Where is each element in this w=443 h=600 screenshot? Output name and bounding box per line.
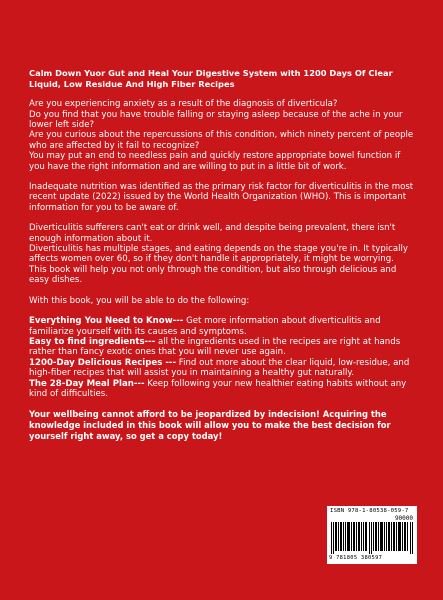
- ean-digits: 9 781805 380597: [329, 555, 383, 561]
- middle-paragraph-3: This book will help you not only through the condition, but also through delicious and easy dishes.: [29, 264, 397, 286]
- spacer: [29, 286, 414, 296]
- feature-text: Keep following your new healthier eating habits without any kind of difficulties.: [29, 378, 407, 399]
- spacer: [29, 213, 414, 223]
- features-intro: With this book, you will be able to do the following:: [29, 295, 250, 306]
- feature-item: [29, 316, 414, 337]
- intro-statement: You may put an end to needless pain and quickly restore appropriate bowel function if you have the right information and are willing to put in a little bit of work.: [29, 151, 401, 172]
- blurb: [29, 68, 414, 450]
- feature-item: [29, 358, 414, 379]
- spacer: [29, 172, 414, 182]
- intro-question-1: Are you experiencing anxiety as a result of the diagnosis of diverticula?: [29, 99, 338, 110]
- isbn-number: ISBN 978-1-80538-059-7: [330, 508, 409, 514]
- feature-text: Find out more about the clear liquid, low-residue, and high-fiber recipes that will assist you in maintaining a healthy gut naturally.: [29, 357, 410, 379]
- closing-call-to-action: Your wellbeing cannot afford to be jeopardized by indecision! Acquiring the knowledge included in this book will allow you to make the best decision for yourself right away, so get a copy today!: [29, 409, 391, 441]
- feature-title: The 28-Day Meal Plan---: [29, 378, 145, 389]
- who-paragraph: Inadequate nutrition was identified as the primary risk factor for diverticulitis in the most recent update (2022) issued by the World Health Organization (WHO). This is important information for you to be aware of.: [29, 182, 414, 213]
- feature-item: [29, 379, 414, 400]
- barcode-bars-icon: [331, 522, 413, 554]
- feature-text: all the ingredients used in the recipes are right at hands rather than fancy exotic ones that you will never use again.: [29, 336, 401, 358]
- feature-title: 1200-Day Delicious Recipes ---: [29, 357, 177, 368]
- feature-title: Easy to find ingredients---: [29, 336, 156, 347]
- feature-title: Everything You Need to Know---: [29, 316, 184, 327]
- intro-question-2: Do you find that you have trouble falling or staying asleep because of the ache in your lower left side?: [29, 109, 403, 130]
- feature-item: [29, 337, 414, 358]
- isbn-barcode: [327, 506, 417, 564]
- intro-question-3: Are you curious about the repercussions of this condition, which ninety percent of people who are affected by it fail to recognize?: [29, 130, 414, 151]
- middle-paragraph-2: Diverticulitis has multiple stages, and eating depends on the stage you're in. It typically affects women over 60, so if they don't handle it appropriately, it might be worrying.: [29, 244, 409, 265]
- headline: Calm Down Yuor Gut and Heal Your Digestive System with 1200 Days Of Clear Liquid, Low Residue And High Fiber Recipes: [29, 68, 393, 89]
- feature-text: Get more information about diverticulitis and familiarize yourself with its causes and symptoms.: [29, 316, 381, 337]
- price-code: 90000: [394, 515, 413, 522]
- middle-paragraph-1: Diverticulitis sufferers can't eat or drink well, and despite being prevalent, there isn't enough information about it.: [29, 223, 396, 244]
- spacer: [29, 306, 414, 316]
